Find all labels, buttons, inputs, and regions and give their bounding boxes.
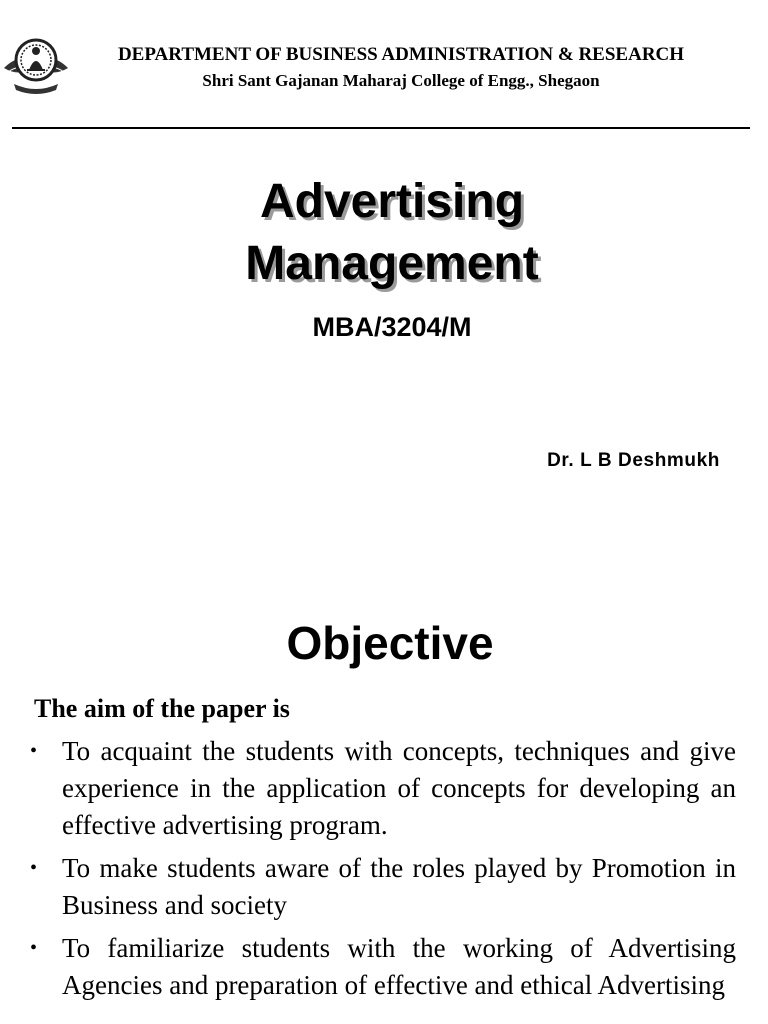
list-item <box>30 930 736 1004</box>
list-item-text: To make students aware of the roles played by Promotion in Business and society <box>62 853 736 920</box>
list-item-text: To acquaint the students with concepts, techniques and give experience in the application of concepts for developing an effective advertising program. <box>62 736 736 840</box>
header-divider <box>12 127 750 129</box>
department-name: DEPARTMENT OF BUSINESS ADMINISTRATION & RESEARCH <box>117 44 685 65</box>
slide-title-line1: Advertising <box>259 175 525 228</box>
bullet-icon: • <box>30 937 38 959</box>
objective-heading: Objective <box>286 617 494 669</box>
objective-list <box>30 733 736 1010</box>
objective-slide <box>0 576 768 1024</box>
aim-intro: The aim of the paper is <box>34 694 290 723</box>
bullet-icon: • <box>30 740 38 762</box>
college-emblem-icon <box>2 30 70 98</box>
list-item-text: To familiarize students with the working of Advertising Agencies and preparation of effective and ethical Advertising <box>62 933 736 1000</box>
list-item <box>30 733 736 844</box>
course-code: MBA/3204/M <box>312 312 472 342</box>
author-name: Dr. L B Deshmukh <box>547 450 720 471</box>
bullet-icon: • <box>30 857 38 879</box>
list-item <box>30 850 736 924</box>
slide-title-line2: Management <box>245 237 539 290</box>
college-name: Shri Sant Gajanan Maharaj College of Engg., Shegaon <box>202 71 600 90</box>
